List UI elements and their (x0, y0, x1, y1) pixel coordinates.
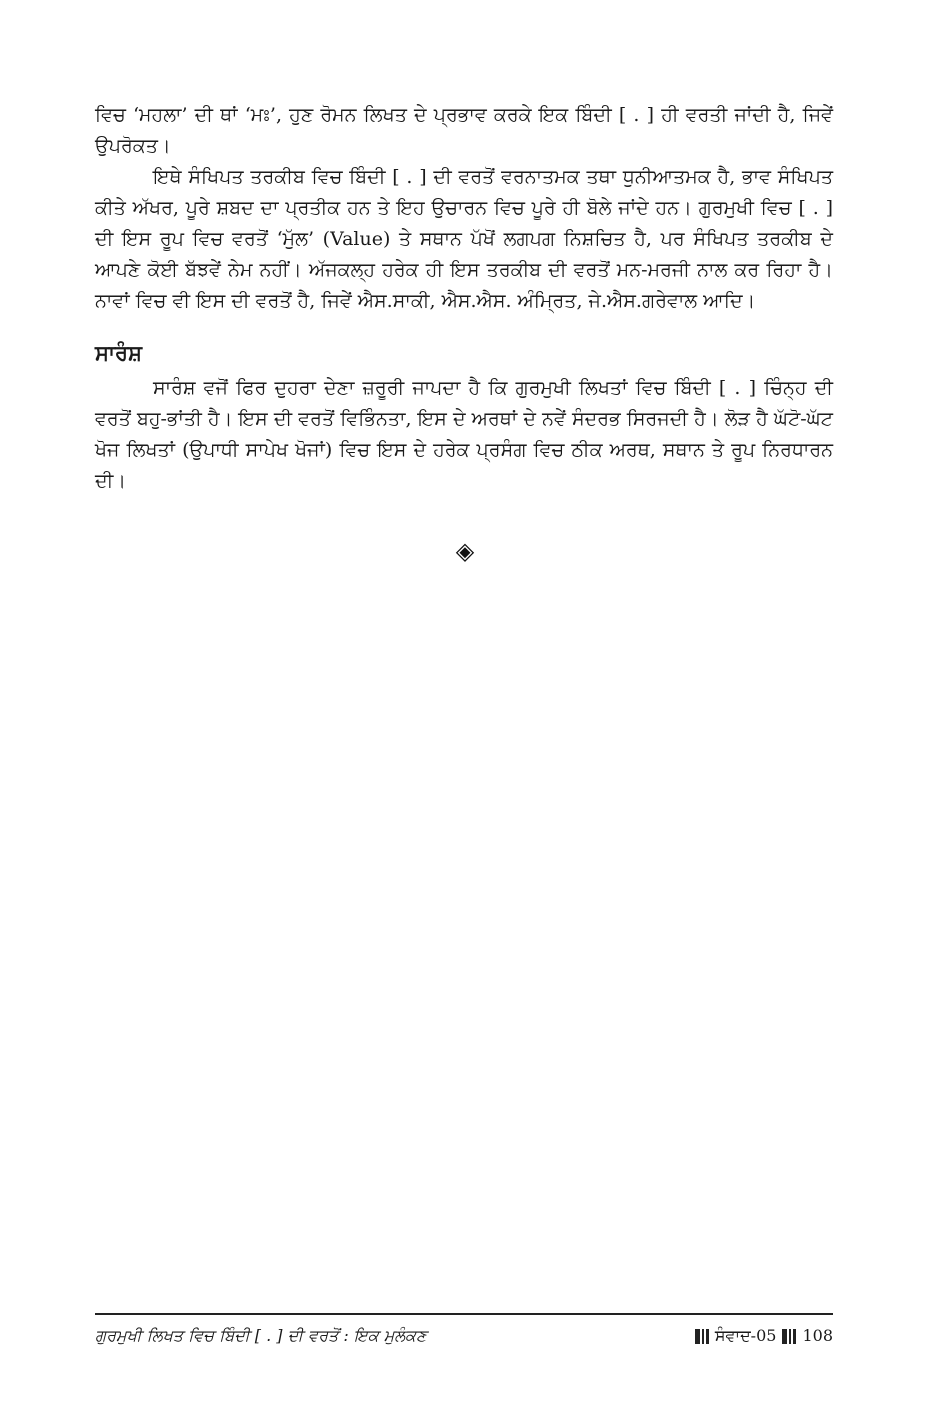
journal-name: ਸੰਵਾਦ-05 (714, 1326, 777, 1345)
section-end-ornament: ◈ (455, 537, 475, 565)
running-title: ਗੁਰਮੁਖੀ ਲਿਖਤ ਵਿਚ ਬਿੰਦੀ [ . ] ਦੀ ਵਰਤੋਂ : ਇਕ ਮੁਲੰਕਣ (95, 1326, 427, 1345)
footer-divider (95, 1313, 833, 1315)
page-footer (95, 1324, 833, 1348)
section-heading-summary: ਸਾਰੰਸ਼ (95, 340, 142, 365)
paragraph-continuation: ਵਿਚ ‘ਮਹਲਾ’ ਦੀ ਥਾਂ ‘ਮਃ’, ਹੁਣ ਰੋਮਨ ਲਿਖਤ ਦੇ ਪ੍ਰਭਾਵ ਕਰਕੇ ਇਕ ਬਿੰਦੀ [ . ] ਹੀ ਵਰਤੀ ਜਾਂਦੀ ਹੈ, ਜਿਵੇਂ ਉਪਰੋਕਤ। (95, 104, 833, 157)
bars-ornament-icon (695, 1328, 709, 1344)
paragraph-summary: ਸਾਰੰਸ਼ ਵਜੋਂ ਫਿਰ ਦੁਹਰਾ ਦੇਣਾ ਜ਼ਰੂਰੀ ਜਾਪਦਾ ਹੈ ਕਿ ਗੁਰਮੁਖੀ ਲਿਖਤਾਂ ਵਿਚ ਬਿੰਦੀ [ . ] ਚਿੰਨ੍ਹ ਦੀ ਵਰਤੋਂ ਬਹੁ-ਭਾਂਤੀ ਹੈ। ਇਸ ਦੀ ਵਰਤੋਂ ਵਿਭਿੰਨਤਾ, ਇਸ ਦੇ ਅਰਥਾਂ ਦੇ ਨਵੇਂ ਸੰਦਰਭ ਸਿਰਜਦੀ ਹੈ। ਲੋੜ ਹੈ ਘੱਟੋ-ਘੱਟ ਖੋਜ ਲਿਖਤਾਂ (ਉਪਾਧੀ ਸਾਪੇਖ ਖੋਜਾਂ) ਵਿਚ ਇਸ ਦੇ ਹਰੇਕ ਪ੍ਰਸੰਗ ਵਿਚ ਠੀਕ ਅਰਥ, ਸਥਾਨ ਤੇ ਰੂਪ ਨਿਰਧਾਰਨ ਦੀ। (95, 377, 833, 492)
page-body (95, 100, 833, 497)
paragraph-abbreviation: ਇਥੇ ਸੰਖਿਪਤ ਤਰਕੀਬ ਵਿਚ ਬਿੰਦੀ [ . ] ਦੀ ਵਰਤੋਂ ਵਰਨਾਤਮਕ ਤਥਾ ਧੁਨੀਆਤਮਕ ਹੈ, ਭਾਵ ਸੰਖਿਪਤ ਕੀਤੇ ਅੱਖਰ, ਪੂਰੇ ਸ਼ਬਦ ਦਾ ਪ੍ਰਤੀਕ ਹਨ ਤੇ ਇਹ ਉਚਾਰਨ ਵਿਚ ਪੂਰੇ ਹੀ ਬੋਲੇ ਜਾਂਦੇ ਹਨ। ਗੁਰਮੁਖੀ ਵਿਚ [ . ] ਦੀ ਇਸ ਰੂਪ ਵਿਚ ਵਰਤੋਂ ‘ਮੁੱਲ’ (Value) ਤੇ ਸਥਾਨ ਪੱਖੋਂ ਲਗਪਗ ਨਿਸ਼ਚਿਤ ਹੈ, ਪਰ ਸੰਖਿਪਤ ਤਰਕੀਬ ਦੇ ਆਪਣੇ ਕੋਈ ਬੱਝਵੇਂ ਨੇਮ ਨਹੀਂ। ਅੱਜਕਲ੍ਹ ਹਰੇਕ ਹੀ ਇਸ ਤਰਕੀਬ ਦੀ ਵਰਤੋਂ ਮਨ-ਮਰਜੀ ਨਾਲ ਕਰ ਰਿਹਾ ਹੈ। ਨਾਵਾਂ ਵਿਚ ਵੀ ਇਸ ਦੀ ਵਰਤੋਂ ਹੈ, ਜਿਵੇਂ ਐਸ.ਸਾਕੀ, ਐਸ.ਐਸ. ਅੰਮ੍ਰਿਤ, ਜੇ.ਐਸ.ਗਰੇਵਾਲ ਆਦਿ। (95, 166, 833, 312)
bars-ornament-icon (782, 1328, 796, 1344)
page-number: 108 (802, 1326, 833, 1345)
footer-journal-info (695, 1324, 833, 1348)
